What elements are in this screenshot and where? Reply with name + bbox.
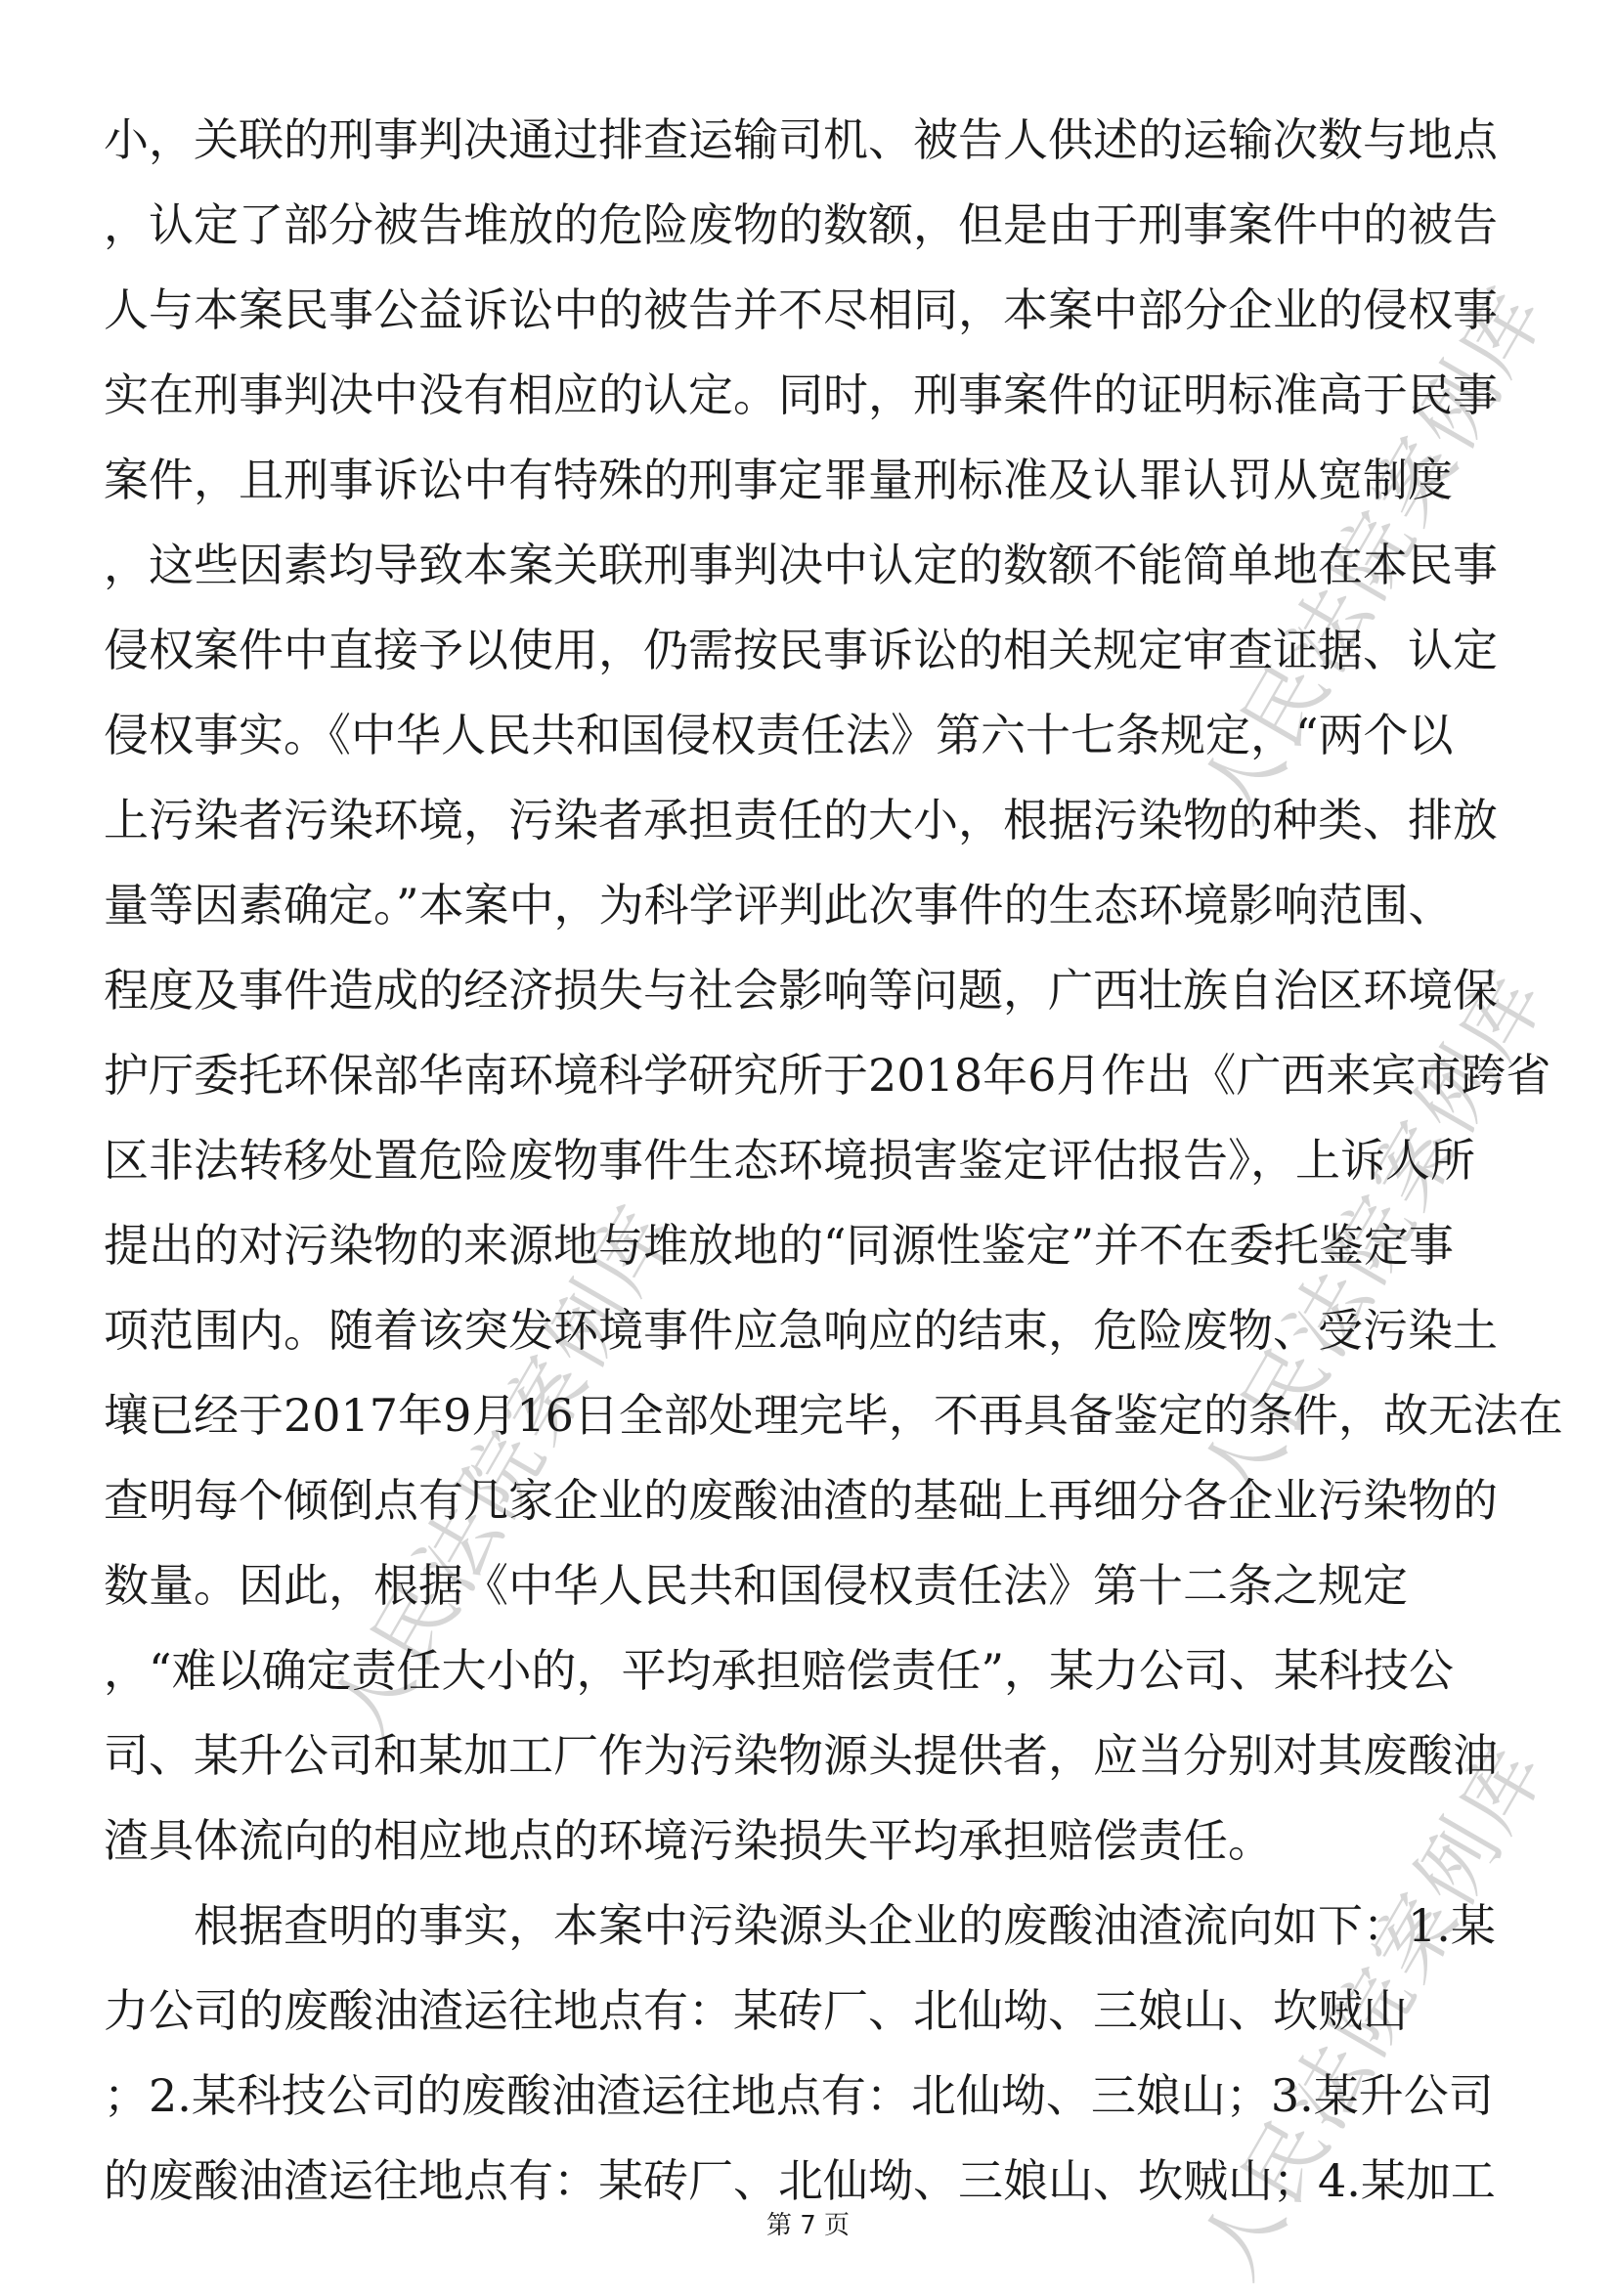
text-line: ，这些因素均导致本案关联刑事判决中认定的数额不能简单地在本民事 <box>104 539 1498 591</box>
text-line: 区非法转移处置危险废物事件生态环境损害鉴定评估报告》，上诉人所 <box>104 1134 1475 1187</box>
watermark-left: 人民法院案例库 <box>313 1188 695 1756</box>
text-line: 侵权案件中直接予以使用，仍需按民事诉讼的相关规定审查证据、认定 <box>104 624 1498 676</box>
text-line: 项范围内。随着该突发环境事件应急响应的结束，危险废物、受污染土 <box>104 1304 1498 1357</box>
text-line: 提出的对污染物的来源地与堆放地的“同源性鉴定”并不在委托鉴定事 <box>104 1219 1455 1272</box>
text-line: 根据查明的事实，本案中污染源头企业的废酸油渣流向如下：1.某 <box>104 1899 1496 1952</box>
text-line: 护厅委托环保部华南环境科学研究所于2018年6月作出《广西来宾市跨省 <box>104 1049 1551 1102</box>
text-line: 司、某升公司和某加工厂作为污染物源头提供者，应当分别对其废酸油 <box>104 1729 1498 1782</box>
text-line: 人与本案民事公益诉讼中的被告并不尽相同，本案中部分企业的侵权事 <box>104 283 1498 336</box>
watermark-right-middle: 人民法院案例库 <box>1183 953 1565 1522</box>
text-line: 小，关联的刑事判决通过排查运输司机、被告人供述的运输次数与地点 <box>104 113 1498 166</box>
text-line: ，“难以确定责任大小的，平均承担赔偿责任”，某力公司、某科技公 <box>104 1644 1455 1697</box>
text-line: 案件，且刑事诉讼中有特殊的刑事定罪量刑标准及认罪认罚从宽制度 <box>104 454 1453 506</box>
watermark-right-upper: 人民法院案例库 <box>1183 269 1565 838</box>
text-line: 量等因素确定。”本案中，为科学评判此次事件的生态环境影响范围、 <box>104 879 1454 931</box>
text-line: 的废酸油渣运往地点有：某砖厂、北仙坳、三娘山、坎贼山；4.某加工 <box>104 2154 1496 2207</box>
watermark-right-lower: 人民法院案例库 <box>1183 1725 1565 2294</box>
text-line: 壤已经于2017年9月16日全部处理完毕，不再具备鉴定的条件，故无法在 <box>104 1389 1563 1442</box>
text-line: 渣具体流向的相应地点的环境污染损失平均承担赔偿责任。 <box>104 1814 1273 1867</box>
text-line: 查明每个倾倒点有几家企业的废酸油渣的基础上再细分各企业污染物的 <box>104 1474 1498 1527</box>
text-line: ，认定了部分被告堆放的危险废物的数额，但是由于刑事案件中的被告 <box>104 198 1498 251</box>
text-line: 侵权事实。《中华人民共和国侵权责任法》第六十七条规定，“两个以 <box>104 709 1454 761</box>
text-line: 力公司的废酸油渣运往地点有：某砖厂、北仙坳、三娘山、坎贼山 <box>104 1984 1408 2037</box>
page-number: 第 7 页 <box>765 2211 851 2240</box>
text-line: ；2.某科技公司的废酸油渣运往地点有：北仙坳、三娘山；3.某升公司 <box>104 2069 1494 2122</box>
text-line: 程度及事件造成的经济损失与社会影响等问题，广西壮族自治区环境保 <box>104 964 1498 1017</box>
text-line: 上污染者污染环境，污染者承担责任的大小，根据污染物的种类、排放 <box>104 794 1498 846</box>
text-line: 实在刑事判决中没有相应的认定。同时，刑事案件的证明标准高于民事 <box>104 368 1498 421</box>
text-line: 数量。因此，根据《中华人民共和国侵权责任法》第十二条之规定 <box>104 1559 1408 1612</box>
